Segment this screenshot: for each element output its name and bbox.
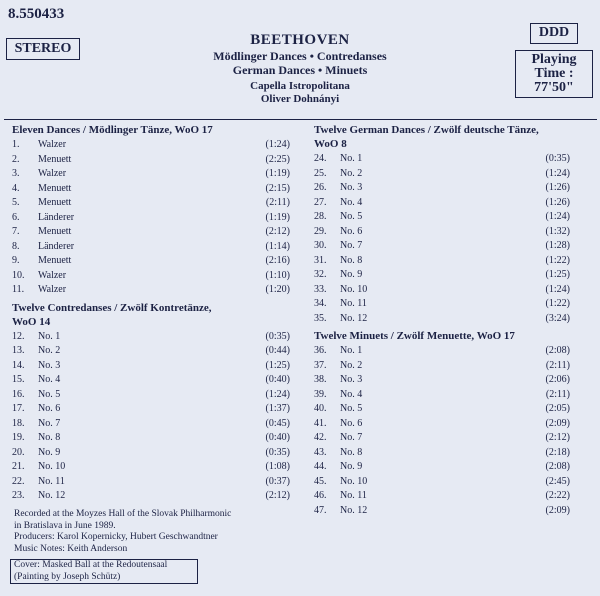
track-number: 21. xyxy=(12,461,25,472)
track-duration: (1:22) xyxy=(545,298,570,309)
track-title: No. 11 xyxy=(340,490,367,501)
track-number: 13. xyxy=(12,345,25,356)
section-title: Twelve German Dances / Zwölf deutsche Tänze, xyxy=(314,124,539,136)
cover-credit-line: Cover: Masked Ball at the Redoutensaal xyxy=(14,560,168,570)
album-header xyxy=(160,31,440,106)
track-row xyxy=(12,225,290,240)
track-title: No. 12 xyxy=(38,490,66,501)
track-number: 22. xyxy=(12,475,25,487)
track-duration: (1:25) xyxy=(545,269,570,280)
track-duration: (0:40) xyxy=(265,432,290,443)
track-number: 26. xyxy=(314,182,327,193)
track-number: 10. xyxy=(12,269,25,281)
track-title: No. 5 xyxy=(340,211,363,222)
track-row xyxy=(314,417,570,432)
notes-line: Music Notes: Keith Anderson xyxy=(14,543,128,554)
track-number: 36. xyxy=(314,345,327,356)
track-row xyxy=(12,446,290,461)
track-duration: (2:12) xyxy=(265,490,290,501)
track-duration: (2:06) xyxy=(545,374,570,385)
track-duration: (0:35) xyxy=(265,330,290,342)
composer-title: BEETHOVEN xyxy=(250,32,350,48)
track-duration: (2:25) xyxy=(265,153,290,165)
track-number: 3. xyxy=(12,168,20,179)
track-number: 18. xyxy=(12,417,25,429)
track-number: 25. xyxy=(314,167,327,179)
notes-line: in Bratislava in June 1989. xyxy=(14,520,116,531)
track-title: No. 4 xyxy=(340,196,363,208)
track-row xyxy=(12,167,290,182)
playing-time-line2: Time : xyxy=(534,66,574,81)
track-duration: (2:11) xyxy=(265,197,290,208)
track-row xyxy=(314,489,570,504)
track-row xyxy=(12,211,290,226)
track-title: No. 6 xyxy=(38,403,61,414)
cover-credit-box xyxy=(10,559,198,584)
track-number: 7. xyxy=(12,226,20,237)
track-title: No. 3 xyxy=(340,182,363,193)
track-row xyxy=(314,181,570,196)
track-row xyxy=(12,330,290,345)
track-duration: (1:26) xyxy=(545,182,570,193)
track-title: Länderer xyxy=(38,211,75,223)
track-title: No. 10 xyxy=(340,475,368,487)
track-row xyxy=(12,254,290,269)
track-duration: (2:16) xyxy=(265,255,290,266)
performer: Capella Istropolitana xyxy=(250,80,350,92)
track-number: 14. xyxy=(12,359,25,371)
track-row xyxy=(314,359,570,374)
track-duration: (1:19) xyxy=(265,211,290,223)
track-number: 9. xyxy=(12,255,20,266)
track-row xyxy=(314,152,570,167)
track-row xyxy=(314,312,570,327)
track-number: 2. xyxy=(12,153,20,165)
recording-notes xyxy=(14,509,231,555)
track-list xyxy=(12,330,290,504)
track-row xyxy=(12,431,290,446)
ddd-badge: DDD xyxy=(530,23,578,44)
track-row xyxy=(314,402,570,417)
track-title: No. 9 xyxy=(340,269,363,280)
track-duration: (2:11) xyxy=(545,388,570,400)
track-duration: (1:32) xyxy=(545,225,570,237)
stereo-badge: STEREO xyxy=(6,38,80,60)
track-title: No. 2 xyxy=(38,345,61,356)
track-duration: (1:37) xyxy=(265,403,290,414)
track-row xyxy=(314,167,570,182)
track-row xyxy=(314,446,570,461)
track-row xyxy=(12,240,290,255)
works-line-1: Mödlinger Dances • Contredanses xyxy=(213,49,387,63)
track-title: No. 11 xyxy=(38,475,65,487)
track-title: No. 7 xyxy=(340,432,363,443)
playing-time-value: 77'50" xyxy=(534,80,574,95)
track-duration: (2:08) xyxy=(545,345,570,356)
track-number: 1. xyxy=(12,139,20,150)
track-number: 4. xyxy=(12,182,20,194)
track-number: 34. xyxy=(314,298,327,309)
track-row xyxy=(12,417,290,432)
track-title: Walzer xyxy=(38,269,67,281)
track-title: No. 4 xyxy=(340,388,363,400)
track-duration: (0:37) xyxy=(265,475,290,487)
track-row xyxy=(314,297,570,312)
track-number: 29. xyxy=(314,225,327,237)
track-duration: (0:35) xyxy=(265,446,290,458)
track-row xyxy=(12,359,290,374)
track-number: 40. xyxy=(314,403,327,414)
track-row xyxy=(314,475,570,490)
track-number: 23. xyxy=(12,490,25,501)
track-duration: (2:18) xyxy=(545,446,570,458)
track-title: No. 3 xyxy=(340,374,363,385)
track-number: 19. xyxy=(12,432,25,443)
works-line-2: German Dances • Minuets xyxy=(232,63,368,77)
track-title: No. 12 xyxy=(340,504,368,516)
track-list xyxy=(314,152,570,326)
track-row xyxy=(314,283,570,298)
track-row xyxy=(12,283,290,298)
track-duration: (1:20) xyxy=(265,284,290,295)
track-number: 45. xyxy=(314,475,327,487)
track-row xyxy=(12,196,290,211)
track-number: 27. xyxy=(314,196,327,208)
track-number: 30. xyxy=(314,240,327,251)
notes-line: Recorded at the Moyzes Hall of the Slovak Philharmonic xyxy=(14,509,232,519)
track-duration: (1:22) xyxy=(545,254,570,266)
track-row xyxy=(314,196,570,211)
track-number: 20. xyxy=(12,446,25,458)
track-number: 5. xyxy=(12,197,20,208)
track-row xyxy=(314,460,570,475)
track-duration: (1:26) xyxy=(545,196,570,208)
track-title: Menuett xyxy=(38,255,72,266)
track-number: 44. xyxy=(314,461,327,472)
track-title: No. 10 xyxy=(340,283,368,295)
track-row xyxy=(314,239,570,254)
track-number: 15. xyxy=(12,374,25,385)
track-duration: (2:15) xyxy=(265,182,290,194)
track-number: 31. xyxy=(314,254,327,266)
playing-time-line1: Playing xyxy=(531,52,577,67)
track-row xyxy=(12,153,290,168)
track-list xyxy=(314,344,570,518)
track-duration: (2:09) xyxy=(545,417,570,429)
track-duration: (2:12) xyxy=(265,226,290,237)
track-row xyxy=(314,210,570,225)
section-title: Twelve Contredanses / Zwölf Kontretänze, xyxy=(12,301,212,314)
track-duration: (2:22) xyxy=(545,490,570,501)
track-duration: (0:40) xyxy=(265,374,290,385)
track-title: No. 6 xyxy=(340,225,363,237)
track-title: No. 1 xyxy=(340,153,363,164)
track-number: 42. xyxy=(314,432,327,443)
track-row xyxy=(314,344,570,359)
track-number: 17. xyxy=(12,403,25,414)
track-row xyxy=(12,138,290,153)
track-number: 35. xyxy=(314,312,327,324)
track-row xyxy=(12,475,290,490)
track-title: Länderer xyxy=(38,240,75,252)
track-row xyxy=(12,402,290,417)
track-number: 39. xyxy=(314,388,327,400)
track-duration: (0:35) xyxy=(545,153,570,164)
track-duration: (0:44) xyxy=(265,345,290,356)
track-number: 47. xyxy=(314,504,327,516)
track-duration: (2:05) xyxy=(545,403,570,414)
track-title: No. 7 xyxy=(38,417,61,429)
track-duration: (0:45) xyxy=(265,417,290,429)
track-title: No. 4 xyxy=(38,374,61,385)
track-duration: (2:12) xyxy=(545,432,570,443)
track-number: 32. xyxy=(314,269,327,280)
track-title: Menuett xyxy=(38,153,72,165)
track-title: Walzer xyxy=(38,284,67,295)
track-title: Walzer xyxy=(38,139,67,150)
track-duration: (1:24) xyxy=(265,139,290,150)
track-title: No. 8 xyxy=(38,432,61,443)
track-title: Walzer xyxy=(38,168,67,179)
track-row xyxy=(314,268,570,283)
section-title-cont: WoO 14 xyxy=(12,315,51,328)
track-duration: (1:08) xyxy=(265,461,290,472)
track-duration: (1:25) xyxy=(265,359,290,371)
track-duration: (1:24) xyxy=(265,388,290,400)
track-title: Menuett xyxy=(38,182,72,194)
section-title: Eleven Dances / Mödlinger Tänze, WoO 17 xyxy=(12,124,213,136)
track-title: No. 7 xyxy=(340,240,363,251)
track-duration: (2:08) xyxy=(545,461,570,472)
track-number: 11. xyxy=(12,284,25,295)
left-track-column xyxy=(12,124,290,504)
track-title: No. 10 xyxy=(38,461,66,472)
track-row xyxy=(12,388,290,403)
track-row xyxy=(314,388,570,403)
track-row xyxy=(314,373,570,388)
track-row xyxy=(12,373,290,388)
track-row xyxy=(12,182,290,197)
track-number: 8. xyxy=(12,240,20,252)
track-duration: (2:45) xyxy=(545,475,570,487)
track-duration: (3:24) xyxy=(545,312,570,324)
section-title-cont: WoO 8 xyxy=(314,138,347,150)
track-row xyxy=(12,460,290,475)
track-duration: (2:09) xyxy=(545,504,570,516)
track-row xyxy=(314,431,570,446)
track-number: 12. xyxy=(12,330,25,342)
conductor: Oliver Dohnányi xyxy=(260,93,340,105)
track-title: No. 1 xyxy=(38,330,61,342)
track-row xyxy=(12,489,290,504)
track-title: No. 9 xyxy=(38,446,61,458)
header-divider xyxy=(4,119,597,120)
track-duration: (2:11) xyxy=(545,359,570,371)
track-title: No. 8 xyxy=(340,254,363,266)
track-list xyxy=(12,138,290,298)
track-duration: (1:24) xyxy=(545,211,570,222)
track-duration: (1:28) xyxy=(545,240,570,251)
track-duration: (1:10) xyxy=(265,269,290,281)
track-row xyxy=(314,254,570,269)
track-title: Menuett xyxy=(38,197,72,208)
track-row xyxy=(12,269,290,284)
track-number: 24. xyxy=(314,153,327,164)
track-number: 43. xyxy=(314,446,327,458)
track-row xyxy=(12,344,290,359)
track-title: Menuett xyxy=(38,226,72,237)
track-number: 41. xyxy=(314,417,327,429)
track-number: 28. xyxy=(314,211,327,222)
playing-time-box xyxy=(515,50,593,98)
track-duration: (1:14) xyxy=(265,240,290,252)
right-track-column xyxy=(314,124,570,518)
track-number: 38. xyxy=(314,374,327,385)
track-row xyxy=(314,225,570,240)
track-title: No. 9 xyxy=(340,461,363,472)
track-title: No. 5 xyxy=(38,388,61,400)
track-title: No. 12 xyxy=(340,312,368,324)
track-title: No. 2 xyxy=(340,167,363,179)
track-title: No. 3 xyxy=(38,359,61,371)
track-title: No. 8 xyxy=(340,446,363,458)
notes-line: Producers: Karol Kopernicky, Hubert Geschwandtner xyxy=(14,532,218,542)
section-title: Twelve Minuets / Zwölf Menuette, WoO 17 xyxy=(314,330,515,342)
track-duration: (1:24) xyxy=(545,167,570,179)
track-number: 46. xyxy=(314,490,327,501)
cover-credit-line: (Painting by Joseph Schütz) xyxy=(14,571,121,582)
track-number: 37. xyxy=(314,359,327,371)
track-row xyxy=(314,504,570,519)
track-title: No. 1 xyxy=(340,345,363,356)
catalog-number: 8.550433 xyxy=(8,6,65,22)
track-number: 6. xyxy=(12,211,20,223)
track-duration: (1:24) xyxy=(545,283,570,295)
track-number: 16. xyxy=(12,388,25,400)
track-title: No. 5 xyxy=(340,403,363,414)
track-number: 33. xyxy=(314,283,327,295)
track-title: No. 2 xyxy=(340,359,363,371)
track-title: No. 11 xyxy=(340,298,367,309)
track-title: No. 6 xyxy=(340,417,363,429)
track-duration: (1:19) xyxy=(265,168,290,179)
